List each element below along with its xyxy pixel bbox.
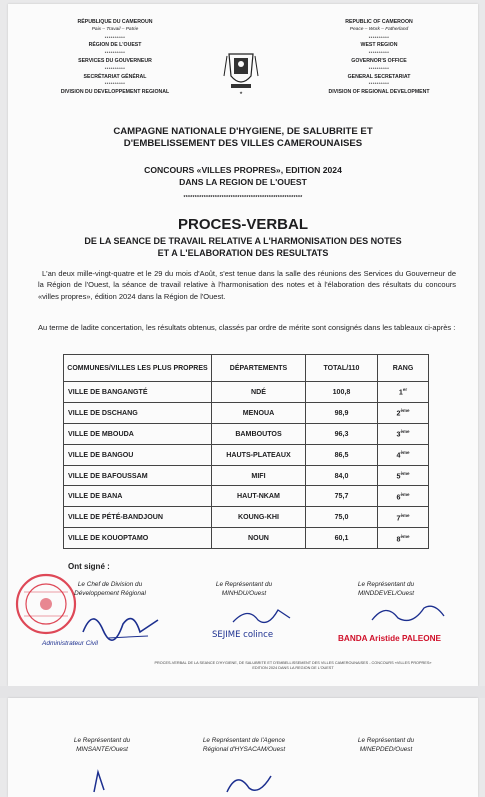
signatory-6-line-2: MINEPDED/Ouest [359,746,413,753]
cell-departement: HAUTS-PLATEAUX [212,444,306,465]
coat-of-arms-emblem [221,46,261,96]
header-right-line: GENERAL SECRETARIAT [347,73,411,80]
header-right-line: DIVISION OF REGIONAL DEVELOPMENT [328,89,430,96]
cell-rang [378,423,429,444]
signatory-6-line-1: Le Représentant du [357,737,415,744]
table-row [64,402,429,423]
header-total: TOTAL/110 [306,355,378,382]
cell-departement: HAUT-NKAM [212,486,306,507]
cell-commune: VILLE DE MBOUDA [64,423,212,444]
signatory-3-name: BANDA Aristide PALEONE [338,634,441,643]
cell-total: 98,9 [306,402,378,423]
svg-text:★: ★ [239,90,243,95]
cell-rang [378,444,429,465]
signatory-6-title [326,736,446,754]
cell-commune: VILLE DE PÉTÉ-BANDJOUN [64,507,212,528]
star-separator: ***************************************************** [183,195,303,201]
concours-line-2: DANS LA REGION DE L'OUEST [179,177,307,187]
rang-number: 3 [396,430,401,439]
document-page-1 [8,4,478,686]
header-departement: DÉPARTEMENTS [212,355,306,382]
cell-commune: VILLE DE KOUOPTAMO [64,528,212,549]
signatory-2-line-2: MINHDU/Ouest [221,590,267,597]
cell-rang [378,507,429,528]
cell-departement: KOUNG-KHI [212,507,306,528]
cell-rang [378,402,429,423]
results-table [63,354,429,549]
signatory-4-line-2: MINSANTE/Ouest [76,746,128,753]
signatory-5-line-2: Régional d'HYSACAM/Ouest [202,746,286,753]
concours-title [8,164,478,188]
table-row [64,486,429,507]
cell-rang [378,528,429,549]
cell-commune: VILLE DE BANGOU [64,444,212,465]
header-left-line: DIVISION DU DEVELOPPEMENT REGIONAL [60,89,170,96]
footer-note-line-1: PROCES-VERBAL DE LA SEANCE D'HYGIENE, DE SALUBRITE ET D'EMBELLISSEMENT DES VILLES CAMEROUNAISES - CONCOURS «VILLES PROPRES» [154,661,432,665]
header-right-line: Peace – Work – Fatherland [349,26,409,32]
table-header-row [64,355,429,382]
results-intro-paragraph: Au terme de ladite concertation, les résultats obtenus, classés par ordre de mérite sont consignés dans les tableaux ci-après : [38,323,456,332]
rang-suffix: ème [400,491,410,497]
signatory-3-title [326,580,446,598]
ont-signe-label: Ont signé : [68,562,110,571]
cell-commune: VILLE DE BANA [64,486,212,507]
header-commune: COMMUNES/VILLES LES PLUS PROPRES [64,355,212,382]
cell-departement: NDÉ [212,382,306,403]
header-left-line: ********** [104,34,126,40]
cell-commune: VILLE DE BAFOUSSAM [64,465,212,486]
header-right-line: ********** [368,65,390,71]
campaign-line-1: CAMPAGNE NATIONALE D'HYGIENE, DE SALUBRITE ET [113,126,373,137]
rang-number: 2 [396,409,401,418]
signatory-3-line-2: MINDDEVEL/Ouest [357,590,415,597]
footer-note-line-2: EDITION 2024 DANS LA REGION DE L'OUEST [252,666,334,670]
document-page-2 [8,698,478,797]
header-right-line: GOVERNOR'S OFFICE [351,57,407,64]
rang-suffix: ème [400,470,410,476]
cell-total: 100,8 [306,382,378,403]
cell-departement: MIFI [212,465,306,486]
signature-2-handwriting [228,604,298,628]
signatory-5-title [184,736,304,754]
table-row [64,382,429,403]
table-row [64,507,429,528]
table-row [64,444,429,465]
signatory-3-line-1: Le Représentant du [357,581,415,588]
header-left-fr [40,20,190,98]
rang-suffix: ème [400,408,410,414]
header-left-line: RÉPUBLIQUE DU CAMEROUN [77,19,153,25]
header-right-line: REPUBLIC OF CAMEROON [345,19,413,25]
table-row [64,465,429,486]
header-rang: RANG [378,355,429,382]
signatory-1-title [50,580,170,598]
cell-total: 96,3 [306,423,378,444]
cell-total: 60,1 [306,528,378,549]
rang-suffix: ème [400,429,410,435]
header-right-line: ********** [368,50,390,56]
table-row [64,423,429,444]
header-left-line: ********** [104,50,126,56]
cell-departement: BAMBOUTOS [212,423,306,444]
header-left-line: SECRÉTARIAT GÉNÉRAL [83,73,147,80]
rang-number: 4 [396,451,401,460]
proces-verbal-subtitle [8,236,478,259]
cell-total: 75,7 [306,486,378,507]
signatory-1-line-1: Le Chef de Division du [77,581,143,588]
cell-rang [378,486,429,507]
cell-total: 84,0 [306,465,378,486]
rang-suffix: ème [400,533,410,539]
cell-rang [378,465,429,486]
signature-5-handwriting [223,766,283,796]
cell-total: 75,0 [306,507,378,528]
signatory-4-title [42,736,162,754]
page-gap [0,686,485,698]
campaign-line-2: D'EMBELISSEMENT DES VILLES CAMEROUNAISES [123,138,363,149]
header-right-line: WEST REGION [360,42,398,49]
header-left-line: RÉGION DE L'OUEST [88,42,142,49]
signatory-2-name: SEJIME colince [212,630,274,640]
signatory-2-line-1: Le Représentant du [215,581,273,588]
rang-suffix: er [402,387,408,393]
header-left-line: ********** [104,65,126,71]
header-left-line: ********** [104,81,126,87]
cell-departement: NOUN [212,528,306,549]
proces-verbal-title: PROCES-VERBAL [177,216,308,233]
header-right-line: ********** [368,34,390,40]
table-row [64,528,429,549]
cell-rang [378,382,429,403]
cell-total: 86,5 [306,444,378,465]
subtitle-line-1: DE LA SEANCE DE TRAVAIL RELATIVE A L'HARMONISATION DES NOTES [84,236,402,246]
header-left-line: Paix – Travail – Patrie [91,26,139,32]
rang-number: 8 [396,534,401,543]
footer-note [128,661,458,671]
signatory-4-line-1: Le Représentant du [73,737,131,744]
rang-number: 6 [396,493,401,502]
header-right-line: ********** [368,81,390,87]
signature-3-handwriting [368,600,448,626]
rang-suffix: ème [400,449,410,455]
signatory-5-line-1: Le Représentant de l'Agence [202,737,286,744]
signatory-1-handwritten-title: Administrateur Civil [42,640,98,647]
cell-commune: VILLE DE DSCHANG [64,402,212,423]
rang-suffix: ème [400,512,410,518]
cell-departement: MENOUA [212,402,306,423]
rang-number: 5 [396,472,401,481]
campaign-title [8,126,478,150]
signature-4-handwriting [88,768,128,794]
header-left-line: SERVICES DU GOUVERNEUR [78,57,152,64]
concours-line-1: CONCOURS «VILLES PROPRES», EDITION 2024 [144,165,342,175]
subtitle-line-2: ET A L'ELABORATION DES RESULTATS [157,247,329,258]
rang-number: 1 [398,388,403,397]
signatory-1-line-2: Développement Régional [74,590,146,597]
cell-commune: VILLE DE BANGANGTÉ [64,382,212,403]
signature-1-handwriting [78,602,168,642]
header-right-en [304,20,454,98]
rang-number: 7 [396,513,401,522]
intro-paragraph: L'an deux mille-vingt-quatre et le 29 du mois d'Août, s'est tenue dans la salle des réunions des Services du Gouverneur de la Région de l'Ouest, la séance de travail relative à l'harmonisation des notes et à l'élaboration des résultats du concours «villes propres», édition 2024 dans la Région de l'Ouest. [38,269,456,301]
signatory-2-title [184,580,304,598]
